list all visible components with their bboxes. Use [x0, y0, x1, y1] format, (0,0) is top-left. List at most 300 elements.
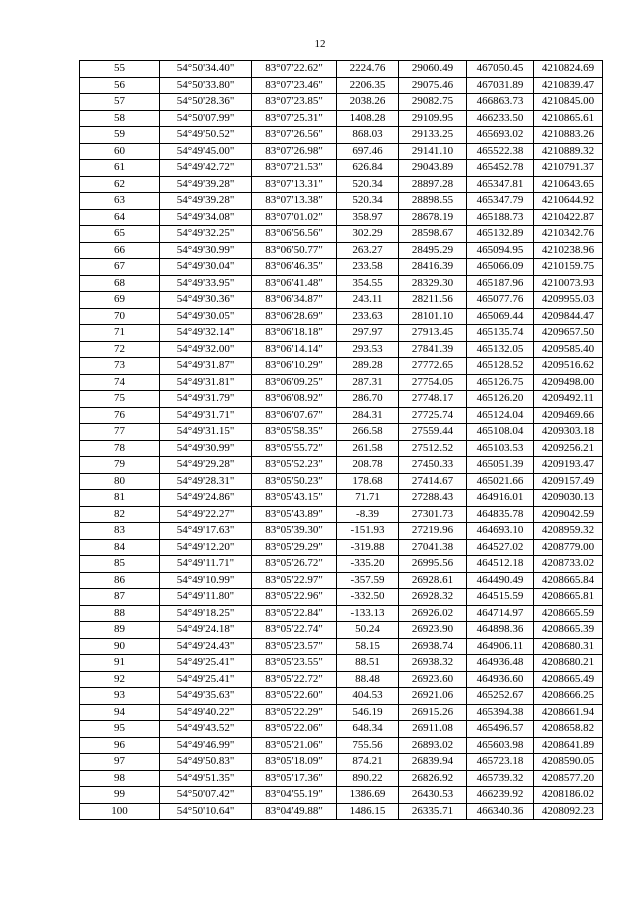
northing-cell: 4210238.96	[534, 242, 603, 259]
x-cell: 520.34	[337, 176, 399, 193]
table-row	[80, 556, 603, 573]
point-number-cell: 71	[80, 325, 160, 342]
northing-cell: 4208092.23	[534, 803, 603, 820]
northing-cell: 4210865.61	[534, 110, 603, 127]
easting-cell: 465522.38	[467, 143, 534, 160]
latitude-cell: 54°49'46.99"	[160, 737, 252, 754]
point-number-cell: 99	[80, 787, 160, 804]
longitude-cell: 83°06'07.67"	[252, 407, 337, 424]
table-row	[80, 143, 603, 160]
northing-cell: 4210342.76	[534, 226, 603, 243]
table-row	[80, 110, 603, 127]
longitude-cell: 83°06'18.18"	[252, 325, 337, 342]
latitude-cell: 54°49'30.36"	[160, 292, 252, 309]
longitude-cell: 83°05'21.06"	[252, 737, 337, 754]
table-row	[80, 737, 603, 754]
longitude-cell: 83°07'26.98"	[252, 143, 337, 160]
longitude-cell: 83°05'22.72"	[252, 671, 337, 688]
easting-cell: 465452.78	[467, 160, 534, 177]
y-cell: 26928.61	[399, 572, 467, 589]
table-row	[80, 391, 603, 408]
northing-cell: 4209492.11	[534, 391, 603, 408]
latitude-cell: 54°49'28.31"	[160, 473, 252, 490]
y-cell: 29043.89	[399, 160, 467, 177]
longitude-cell: 83°05'22.97"	[252, 572, 337, 589]
latitude-cell: 54°49'17.63"	[160, 523, 252, 540]
table-row	[80, 193, 603, 210]
northing-cell: 4209498.00	[534, 374, 603, 391]
x-cell: 88.51	[337, 655, 399, 672]
y-cell: 26839.94	[399, 754, 467, 771]
latitude-cell: 54°49'29.28"	[160, 457, 252, 474]
latitude-cell: 54°49'31.87"	[160, 358, 252, 375]
coordinates-table-body	[80, 61, 603, 820]
x-cell: 58.15	[337, 638, 399, 655]
x-cell: -151.93	[337, 523, 399, 540]
latitude-cell: 54°50'07.99"	[160, 110, 252, 127]
longitude-cell: 83°04'49.88"	[252, 803, 337, 820]
longitude-cell: 83°06'41.48"	[252, 275, 337, 292]
point-number-cell: 92	[80, 671, 160, 688]
table-row	[80, 374, 603, 391]
longitude-cell: 83°07'23.85"	[252, 94, 337, 111]
y-cell: 27041.38	[399, 539, 467, 556]
table-row	[80, 589, 603, 606]
latitude-cell: 54°49'11.80"	[160, 589, 252, 606]
easting-cell: 466340.36	[467, 803, 534, 820]
x-cell: 1486.15	[337, 803, 399, 820]
northing-cell: 4208665.81	[534, 589, 603, 606]
table-row	[80, 490, 603, 507]
point-number-cell: 85	[80, 556, 160, 573]
easting-cell: 465094.95	[467, 242, 534, 259]
latitude-cell: 54°49'50.52"	[160, 127, 252, 144]
point-number-cell: 93	[80, 688, 160, 705]
x-cell: 890.22	[337, 770, 399, 787]
point-number-cell: 94	[80, 704, 160, 721]
northing-cell: 4209256.21	[534, 440, 603, 457]
longitude-cell: 83°06'09.25"	[252, 374, 337, 391]
easting-cell: 465132.05	[467, 341, 534, 358]
easting-cell: 464906.11	[467, 638, 534, 655]
table-row	[80, 572, 603, 589]
x-cell: 358.97	[337, 209, 399, 226]
longitude-cell: 83°05'23.55"	[252, 655, 337, 672]
easting-cell: 465128.52	[467, 358, 534, 375]
longitude-cell: 83°05'39.30"	[252, 523, 337, 540]
longitude-cell: 83°07'23.46"	[252, 77, 337, 94]
table-row	[80, 77, 603, 94]
table-row	[80, 638, 603, 655]
x-cell: 243.11	[337, 292, 399, 309]
longitude-cell: 83°05'55.72"	[252, 440, 337, 457]
easting-cell: 465051.39	[467, 457, 534, 474]
longitude-cell: 83°07'21.53"	[252, 160, 337, 177]
longitude-cell: 83°06'34.87"	[252, 292, 337, 309]
x-cell: 404.53	[337, 688, 399, 705]
table-row	[80, 61, 603, 78]
y-cell: 27725.74	[399, 407, 467, 424]
longitude-cell: 83°05'26.72"	[252, 556, 337, 573]
easting-cell: 464490.49	[467, 572, 534, 589]
x-cell: 1408.28	[337, 110, 399, 127]
y-cell: 27414.67	[399, 473, 467, 490]
x-cell: -319.88	[337, 539, 399, 556]
easting-cell: 465126.20	[467, 391, 534, 408]
y-cell: 26938.74	[399, 638, 467, 655]
y-cell: 27748.17	[399, 391, 467, 408]
northing-cell: 4208680.31	[534, 638, 603, 655]
table-row	[80, 242, 603, 259]
x-cell: -332.50	[337, 589, 399, 606]
table-row	[80, 127, 603, 144]
y-cell: 26928.32	[399, 589, 467, 606]
point-number-cell: 90	[80, 638, 160, 655]
table-row	[80, 704, 603, 721]
point-number-cell: 96	[80, 737, 160, 754]
table-row	[80, 275, 603, 292]
x-cell: 178.68	[337, 473, 399, 490]
point-number-cell: 78	[80, 440, 160, 457]
table-row	[80, 803, 603, 820]
table-row	[80, 259, 603, 276]
point-number-cell: 76	[80, 407, 160, 424]
table-row	[80, 325, 603, 342]
latitude-cell: 54°49'30.05"	[160, 308, 252, 325]
easting-cell: 467050.45	[467, 61, 534, 78]
y-cell: 29109.95	[399, 110, 467, 127]
x-cell: 755.56	[337, 737, 399, 754]
x-cell: 261.58	[337, 440, 399, 457]
northing-cell: 4210791.37	[534, 160, 603, 177]
longitude-cell: 83°05'52.23"	[252, 457, 337, 474]
point-number-cell: 100	[80, 803, 160, 820]
easting-cell: 465126.75	[467, 374, 534, 391]
x-cell: 874.21	[337, 754, 399, 771]
x-cell: 287.31	[337, 374, 399, 391]
easting-cell: 464527.02	[467, 539, 534, 556]
x-cell: -335.20	[337, 556, 399, 573]
longitude-cell: 83°07'13.38"	[252, 193, 337, 210]
x-cell: 286.70	[337, 391, 399, 408]
table-row	[80, 292, 603, 309]
point-number-cell: 81	[80, 490, 160, 507]
longitude-cell: 83°06'56.56"	[252, 226, 337, 243]
x-cell: 293.53	[337, 341, 399, 358]
longitude-cell: 83°05'17.36"	[252, 770, 337, 787]
y-cell: 26923.60	[399, 671, 467, 688]
x-cell: 263.27	[337, 242, 399, 259]
latitude-cell: 54°49'40.22"	[160, 704, 252, 721]
table-row	[80, 754, 603, 771]
northing-cell: 4210159.75	[534, 259, 603, 276]
x-cell: 284.31	[337, 407, 399, 424]
northing-cell: 4209657.50	[534, 325, 603, 342]
northing-cell: 4208590.05	[534, 754, 603, 771]
x-cell: 546.19	[337, 704, 399, 721]
table-row	[80, 94, 603, 111]
longitude-cell: 83°06'14.14"	[252, 341, 337, 358]
x-cell: 302.29	[337, 226, 399, 243]
latitude-cell: 54°49'35.63"	[160, 688, 252, 705]
point-number-cell: 98	[80, 770, 160, 787]
y-cell: 29133.25	[399, 127, 467, 144]
table-row	[80, 770, 603, 787]
northing-cell: 4210073.93	[534, 275, 603, 292]
x-cell: -133.13	[337, 605, 399, 622]
table-row	[80, 457, 603, 474]
latitude-cell: 54°49'32.14"	[160, 325, 252, 342]
longitude-cell: 83°05'58.35"	[252, 424, 337, 441]
latitude-cell: 54°49'32.00"	[160, 341, 252, 358]
x-cell: 1386.69	[337, 787, 399, 804]
y-cell: 29082.75	[399, 94, 467, 111]
point-number-cell: 72	[80, 341, 160, 358]
easting-cell: 465124.04	[467, 407, 534, 424]
northing-cell: 4208186.02	[534, 787, 603, 804]
point-number-cell: 58	[80, 110, 160, 127]
easting-cell: 465252.67	[467, 688, 534, 705]
y-cell: 28495.29	[399, 242, 467, 259]
longitude-cell: 83°06'50.77"	[252, 242, 337, 259]
northing-cell: 4209157.49	[534, 473, 603, 490]
latitude-cell: 54°49'30.99"	[160, 440, 252, 457]
x-cell: -8.39	[337, 506, 399, 523]
longitude-cell: 83°05'22.29"	[252, 704, 337, 721]
y-cell: 29075.46	[399, 77, 467, 94]
y-cell: 26430.53	[399, 787, 467, 804]
latitude-cell: 54°49'30.99"	[160, 242, 252, 259]
easting-cell: 464936.60	[467, 671, 534, 688]
easting-cell: 465496.57	[467, 721, 534, 738]
northing-cell: 4209585.40	[534, 341, 603, 358]
easting-cell: 465103.53	[467, 440, 534, 457]
northing-cell: 4208680.21	[534, 655, 603, 672]
easting-cell: 465021.66	[467, 473, 534, 490]
table-row	[80, 622, 603, 639]
y-cell: 29060.49	[399, 61, 467, 78]
point-number-cell: 87	[80, 589, 160, 606]
longitude-cell: 83°05'18.09"	[252, 754, 337, 771]
y-cell: 26826.92	[399, 770, 467, 787]
point-number-cell: 91	[80, 655, 160, 672]
y-cell: 26995.56	[399, 556, 467, 573]
table-row	[80, 308, 603, 325]
northing-cell: 4210845.00	[534, 94, 603, 111]
easting-cell: 466863.73	[467, 94, 534, 111]
longitude-cell: 83°05'22.60"	[252, 688, 337, 705]
easting-cell: 465188.73	[467, 209, 534, 226]
table-row	[80, 209, 603, 226]
table-row	[80, 506, 603, 523]
northing-cell: 4209469.66	[534, 407, 603, 424]
x-cell: 266.58	[337, 424, 399, 441]
northing-cell: 4208577.20	[534, 770, 603, 787]
y-cell: 28416.39	[399, 259, 467, 276]
point-number-cell: 60	[80, 143, 160, 160]
northing-cell: 4208733.02	[534, 556, 603, 573]
latitude-cell: 54°50'07.42"	[160, 787, 252, 804]
latitude-cell: 54°49'12.20"	[160, 539, 252, 556]
table-row	[80, 787, 603, 804]
northing-cell: 4208666.25	[534, 688, 603, 705]
northing-cell: 4208658.82	[534, 721, 603, 738]
x-cell: 626.84	[337, 160, 399, 177]
y-cell: 28598.67	[399, 226, 467, 243]
x-cell: 289.28	[337, 358, 399, 375]
point-number-cell: 75	[80, 391, 160, 408]
table-row	[80, 655, 603, 672]
easting-cell: 465132.89	[467, 226, 534, 243]
y-cell: 27288.43	[399, 490, 467, 507]
latitude-cell: 54°49'18.25"	[160, 605, 252, 622]
point-number-cell: 68	[80, 275, 160, 292]
northing-cell: 4209303.18	[534, 424, 603, 441]
latitude-cell: 54°49'31.81"	[160, 374, 252, 391]
y-cell: 27512.52	[399, 440, 467, 457]
table-row	[80, 424, 603, 441]
northing-cell: 4209955.03	[534, 292, 603, 309]
northing-cell: 4208779.00	[534, 539, 603, 556]
latitude-cell: 54°50'10.64"	[160, 803, 252, 820]
northing-cell: 4208665.39	[534, 622, 603, 639]
x-cell: 71.71	[337, 490, 399, 507]
x-cell: 297.97	[337, 325, 399, 342]
latitude-cell: 54°49'30.04"	[160, 259, 252, 276]
y-cell: 26938.32	[399, 655, 467, 672]
northing-cell: 4210883.26	[534, 127, 603, 144]
y-cell: 27841.39	[399, 341, 467, 358]
latitude-cell: 54°49'42.72"	[160, 160, 252, 177]
latitude-cell: 54°49'39.28"	[160, 176, 252, 193]
y-cell: 26923.90	[399, 622, 467, 639]
y-cell: 27450.33	[399, 457, 467, 474]
y-cell: 26915.26	[399, 704, 467, 721]
latitude-cell: 54°49'33.95"	[160, 275, 252, 292]
y-cell: 26926.02	[399, 605, 467, 622]
northing-cell: 4210422.87	[534, 209, 603, 226]
longitude-cell: 83°06'28.69"	[252, 308, 337, 325]
table-row	[80, 671, 603, 688]
point-number-cell: 66	[80, 242, 160, 259]
easting-cell: 464512.18	[467, 556, 534, 573]
point-number-cell: 86	[80, 572, 160, 589]
northing-cell: 4210644.92	[534, 193, 603, 210]
latitude-cell: 54°49'24.86"	[160, 490, 252, 507]
point-number-cell: 65	[80, 226, 160, 243]
longitude-cell: 83°05'43.89"	[252, 506, 337, 523]
x-cell: 208.78	[337, 457, 399, 474]
point-number-cell: 88	[80, 605, 160, 622]
point-number-cell: 61	[80, 160, 160, 177]
table-row	[80, 688, 603, 705]
latitude-cell: 54°49'45.00"	[160, 143, 252, 160]
northing-cell: 4209844.47	[534, 308, 603, 325]
easting-cell: 464693.10	[467, 523, 534, 540]
northing-cell: 4209193.47	[534, 457, 603, 474]
table-row	[80, 605, 603, 622]
latitude-cell: 54°49'31.71"	[160, 407, 252, 424]
table-row	[80, 358, 603, 375]
longitude-cell: 83°05'43.15"	[252, 490, 337, 507]
table-row	[80, 341, 603, 358]
point-number-cell: 83	[80, 523, 160, 540]
latitude-cell: 54°50'34.40"	[160, 61, 252, 78]
easting-cell: 465347.79	[467, 193, 534, 210]
longitude-cell: 83°05'22.74"	[252, 622, 337, 639]
point-number-cell: 89	[80, 622, 160, 639]
easting-cell: 467031.89	[467, 77, 534, 94]
easting-cell: 465394.38	[467, 704, 534, 721]
easting-cell: 465347.81	[467, 176, 534, 193]
latitude-cell: 54°49'22.27"	[160, 506, 252, 523]
x-cell: 2206.35	[337, 77, 399, 94]
latitude-cell: 54°49'34.08"	[160, 209, 252, 226]
point-number-cell: 63	[80, 193, 160, 210]
latitude-cell: 54°49'25.41"	[160, 671, 252, 688]
latitude-cell: 54°49'25.41"	[160, 655, 252, 672]
x-cell: 520.34	[337, 193, 399, 210]
point-number-cell: 73	[80, 358, 160, 375]
easting-cell: 466239.92	[467, 787, 534, 804]
longitude-cell: 83°06'08.92"	[252, 391, 337, 408]
y-cell: 28898.55	[399, 193, 467, 210]
y-cell: 26911.08	[399, 721, 467, 738]
latitude-cell: 54°49'10.99"	[160, 572, 252, 589]
y-cell: 27559.44	[399, 424, 467, 441]
table-row	[80, 473, 603, 490]
y-cell: 27772.65	[399, 358, 467, 375]
point-number-cell: 67	[80, 259, 160, 276]
longitude-cell: 83°05'22.06"	[252, 721, 337, 738]
easting-cell: 464898.36	[467, 622, 534, 639]
y-cell: 28897.28	[399, 176, 467, 193]
latitude-cell: 54°49'24.43"	[160, 638, 252, 655]
y-cell: 27913.45	[399, 325, 467, 342]
latitude-cell: 54°50'28.36"	[160, 94, 252, 111]
latitude-cell: 54°49'32.25"	[160, 226, 252, 243]
easting-cell: 465077.76	[467, 292, 534, 309]
northing-cell: 4208665.49	[534, 671, 603, 688]
x-cell: 88.48	[337, 671, 399, 688]
page-number: 12	[314, 38, 326, 50]
longitude-cell: 83°07'25.31"	[252, 110, 337, 127]
longitude-cell: 83°05'22.84"	[252, 605, 337, 622]
northing-cell: 4208661.94	[534, 704, 603, 721]
x-cell: 2038.26	[337, 94, 399, 111]
northing-cell: 4210824.69	[534, 61, 603, 78]
northing-cell: 4209042.59	[534, 506, 603, 523]
northing-cell: 4208641.89	[534, 737, 603, 754]
coordinates-table	[79, 60, 603, 820]
longitude-cell: 83°06'10.29"	[252, 358, 337, 375]
table-row	[80, 176, 603, 193]
point-number-cell: 84	[80, 539, 160, 556]
northing-cell: 4210643.65	[534, 176, 603, 193]
latitude-cell: 54°49'24.18"	[160, 622, 252, 639]
northing-cell: 4208665.84	[534, 572, 603, 589]
point-number-cell: 62	[80, 176, 160, 193]
longitude-cell: 83°04'55.19"	[252, 787, 337, 804]
y-cell: 26335.71	[399, 803, 467, 820]
table-row	[80, 160, 603, 177]
point-number-cell: 80	[80, 473, 160, 490]
easting-cell: 464936.48	[467, 655, 534, 672]
easting-cell: 465066.09	[467, 259, 534, 276]
point-number-cell: 97	[80, 754, 160, 771]
easting-cell: 465135.74	[467, 325, 534, 342]
x-cell: 233.63	[337, 308, 399, 325]
